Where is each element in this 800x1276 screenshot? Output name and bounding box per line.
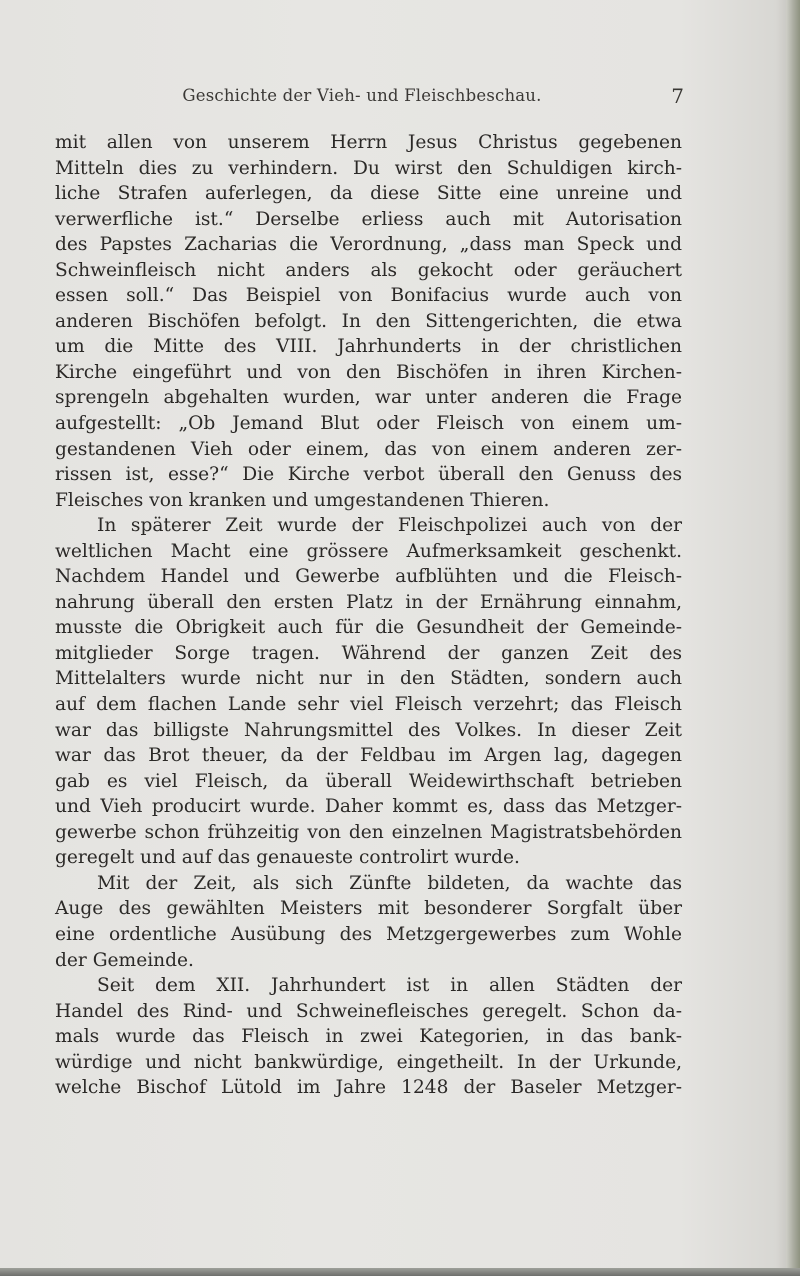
text-line: sprengeln abgehalten wurden, war unter anderen die Frage [55,387,682,409]
text-line: weltlichen Macht eine grössere Aufmerksamkeit geschenkt. [55,540,682,562]
text-line: um die Mitte des VIII. Jahrhunderts in der christlichen [55,336,682,358]
text-line: rissen ist, esse?“ Die Kirche verbot überall den Genuss des [55,464,682,486]
page-header [40,86,684,112]
text-line: anderen Bischöfen befolgt. In den Sittengerichten, die etwa [55,310,682,332]
paragraph-start-line: Seit dem XII. Jahrhundert ist in allen Städten der [97,975,682,997]
text-line: Mittelalters wurde nicht nur in den Städten, sondern auch [55,668,682,690]
text-line: liche Strafen auferlegen, da diese Sitte eine unreine und [55,183,682,205]
text-line: verwerfliche ist.“ Derselbe erliess auch mit Autorisation [55,208,682,230]
text-line: nahrung überall den ersten Platz in der Ernährung einnahm, [55,591,682,613]
text-line: Handel des Rind- und Schweinefleisches geregelt. Schon da- [55,1000,682,1022]
page-edge-right [786,0,800,1276]
text-line: Auge des gewählten Meisters mit besonderer Sorgfalt über [55,898,682,920]
text-line: Schweinfleisch nicht anders als gekocht oder geräuchert [55,259,682,281]
page-edge-bottom [0,1268,800,1276]
body-text [55,130,682,1101]
text-line: mitglieder Sorge tragen. Während der ganzen Zeit des [55,642,682,664]
text-line: auf dem flachen Lande sehr viel Fleisch verzehrt; das Fleisch [55,694,682,716]
text-line: war das Brot theuer, da der Feldbau im Argen lag, dagegen [55,745,682,767]
text-line: Nachdem Handel und Gewerbe aufblühten und die Fleisch- [55,566,682,588]
text-line: musste die Obrigkeit auch für die Gesundheit der Gemeinde- [55,617,682,639]
text-line: aufgestellt: „Ob Jemand Blut oder Fleisch von einem um- [55,413,682,435]
paragraph-end-line: Fleisches von kranken und umgestandenen Thieren. [55,489,550,511]
paragraph-end-line: geregelt und auf das genaueste controlirt wurde. [55,847,520,869]
text-line: gewerbe schon frühzeitig von den einzelnen Magistratsbehörden [55,821,682,843]
text-line: mit allen von unserem Herrn Jesus Christus gegebenen [55,132,682,153]
text-line: Kirche eingeführt und von den Bischöfen in ihren Kirchen- [55,361,682,383]
text-line: und Vieh producirt wurde. Daher kommt es, dass das Metzger- [55,796,682,818]
paragraph-start-line: In späterer Zeit wurde der Fleischpolizei auch von der [97,515,682,537]
text-line: war das billigste Nahrungsmittel des Volkes. In dieser Zeit [55,719,682,741]
text-line: essen soll.“ Das Beispiel von Bonifacius wurde auch von [55,285,682,307]
text-line: welche Bischof Lütold im Jahre 1248 der Baseler Metzger- [55,1077,682,1099]
paragraph-end-line: der Gemeinde. [55,949,194,971]
text-line: mals wurde das Fleisch in zwei Kategorien, in das bank- [55,1026,682,1048]
text-line: gestandenen Vieh oder einem, das von einem anderen zer- [55,438,682,460]
text-line: Mitteln dies zu verhindern. Du wirst den Schuldigen kirch- [55,157,682,179]
page-number: 7 [671,84,684,108]
text-line: würdige und nicht bankwürdige, eingetheilt. In der Urkunde, [55,1051,682,1073]
paragraph-start-line: Mit der Zeit, als sich Zünfte bildeten, da wachte das [97,872,682,894]
text-line: eine ordentliche Ausübung des Metzgergewerbes zum Wohle [55,923,682,945]
text-line: des Papstes Zacharias die Verordnung, „dass man Speck und [55,234,682,256]
text-line: gab es viel Fleisch, da überall Weidewirthschaft betrieben [55,770,682,792]
running-title: Geschichte der Vieh- und Fleischbeschau. [182,86,542,105]
